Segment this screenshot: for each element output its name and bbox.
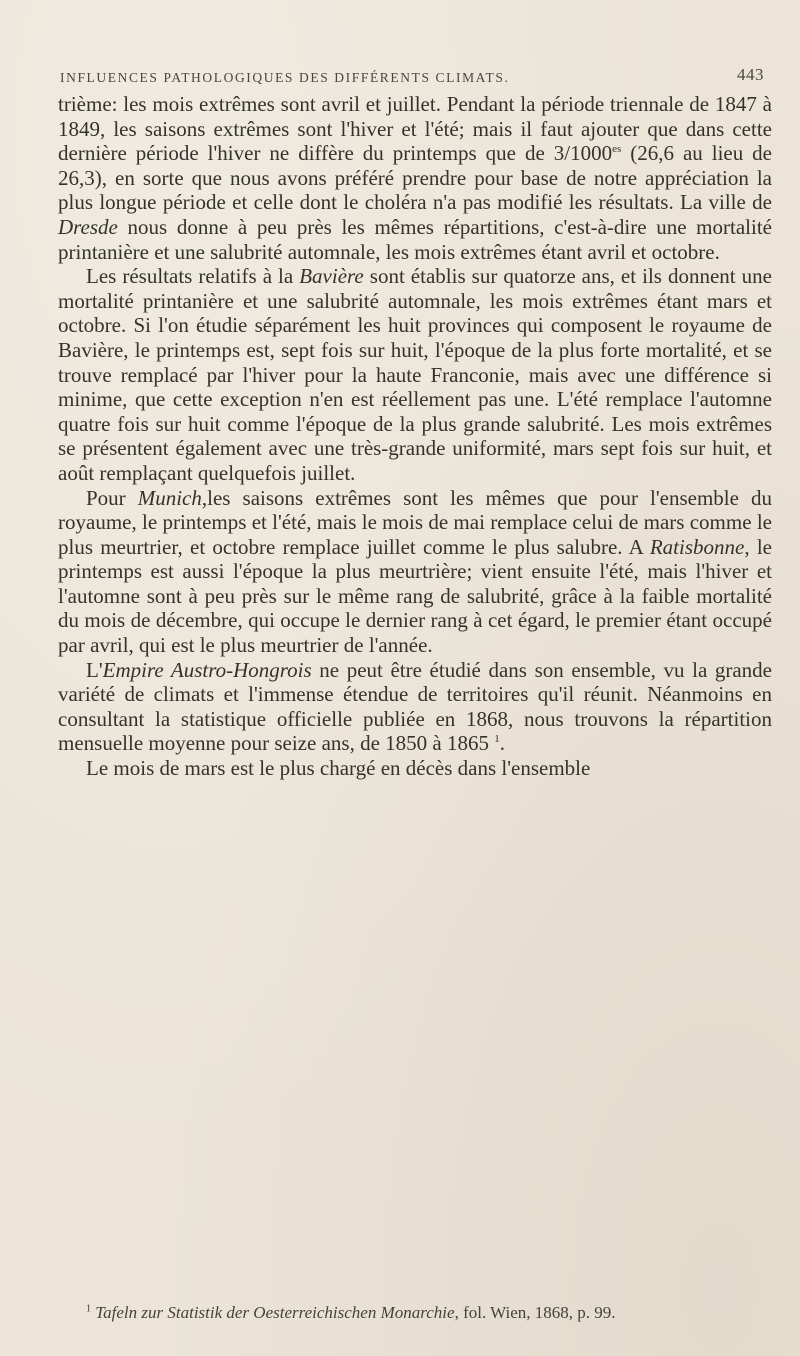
place-empire-austro-hongrois: Empire Austro-Hongrois <box>102 657 312 682</box>
paragraph-5: Le mois de mars est le plus chargé en décès dans l'ensemble <box>86 756 591 781</box>
page-number: 443 <box>737 65 764 84</box>
superscript-es: es <box>612 143 622 156</box>
footnote-rest: , fol. Wien, 1868, p. 99. <box>454 1303 616 1322</box>
place-baviere: Bavière <box>299 264 364 289</box>
place-munich: Munich <box>137 485 202 510</box>
place-dresde: Dresde <box>58 214 118 239</box>
place-ratisbonne: Ratisbonne <box>649 534 745 559</box>
paragraph-4: L'Empire Austro-Hongrois ne peut être étudié dans son ensemble, vu la grande variété de climats et l'immense étendue de territoires qu'il réunit. Néanmoins en consultant la statistique officielle publiée en 1868, nous trouvons la répartition mensuelle moyenne pour seize ans, de 1850 à 1865 $^1$. <box>58 657 773 756</box>
running-title: INFLUENCES PATHOLOGIQUES DES DIFFÉRENTS CLIMATS. <box>60 70 510 85</box>
footnote-reference: 1 <box>494 733 500 746</box>
paragraph-3: Pour Munich,les saisons extrêmes sont les mêmes que pour l'ensemble du royaume, le printemps et l'été, mais le mois de mai remplace celui de mars comme le plus meurtrier, et octobre remplace juillet comme le plus salubre. A Ratisbonne, le printemps est aussi l'époque la plus meurtrière; vient ensuite l'été, mais l'hiver et l'automne sont à peu près sur le même rang de salubrité, grâce à la faible mortalité du mois de décembre, qui occupe le dernier rang à cet égard, le premier étant occupé par avril, qui est le plus meurtrier de l'année. <box>58 485 772 658</box>
footnote-title: Tafeln zur Statistik der Oesterreichischen Monarchie <box>95 1303 455 1322</box>
body-text <box>58 92 772 781</box>
footnote <box>58 1302 772 1324</box>
footnote-marker: 1 <box>86 1303 91 1315</box>
paragraph-1: trième: les mois extrêmes sont avril et juillet. Pendant la période triennale de 1847 à 1849, les saisons extrêmes sont l'hiver et l'été; mais il faut ajouter que dans cette dernière période l'hiver ne diffère du printemps que de $3/1000^{es}$ (26,6 au lieu de 26,3), en sorte que nous avons préféré prendre pour base de notre appréciation la plus longue période et celle dont le choléra n'a pas modifié les résultats. La ville de Dresde nous donne à peu près les mêmes répartitions, c'est-à-dire une mortalité printanière et une salubrité automnale, les mois extrêmes étant avril et octobre. <box>58 92 773 264</box>
paragraph-2: Les résultats relatifs à la Bavière sont établis sur quatorze ans, et ils donnent une mortalité printanière et une salubrité automnale, les mois extrêmes étant mars et octobre. Si l'on étudie séparément les huit provinces qui composent le royaume de Bavière, le printemps est, sept fois sur huit, l'époque de la plus forte mortalité, et se trouve remplacé par l'hiver pour la haute Franconie, mais avec une différence si minime, que cette exception n'en est réellement pas une. L'été remplace l'automne quatre fois sur huit comme l'époque de la plus grande salubrité. Les mois extrêmes se présentent également avec une très-grande uniformité, mars sept fois sur huit, et août remplaçant quelquefois juillet. <box>58 264 772 485</box>
running-head <box>60 65 772 90</box>
